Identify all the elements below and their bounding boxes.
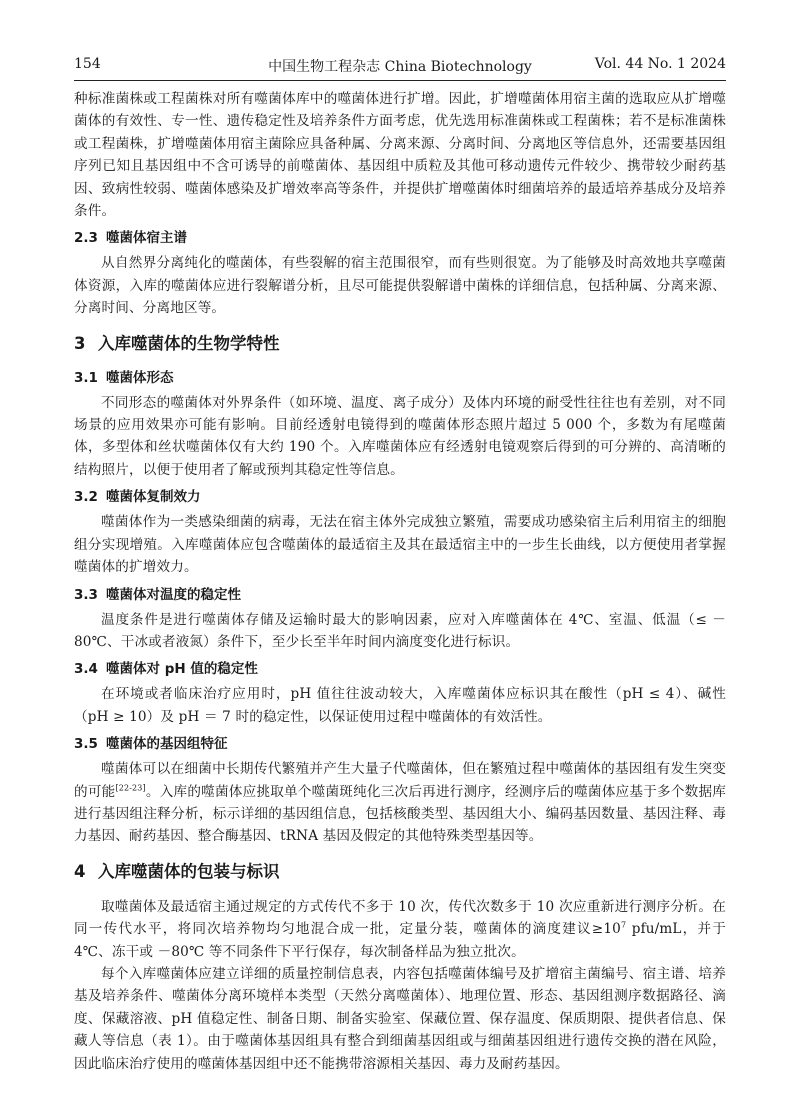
running-header (74, 56, 726, 80)
paragraph-host-range: 从自然界分离纯化的噬菌体，有些裂解的宿主范围很窄，而有些则很宽。为了能够及时高效地共享噬菌体资源，入库的噬菌体应进行裂解谱分析，且尽可能提供裂解谱中菌株的详细信息，包括种属、分离来源、分离时间、分离地区等。 (74, 255, 726, 317)
paragraph-morphology: 不同形态的噬菌体对外界条件（如环境、温度、离子成分）及体内环境的耐受性往往也有差别，对不同场景的应用效果亦可能有影响。目前经透射电镜得到的噬菌体形态照片超过 5 000 个，多数为有尾噬菌体，多型体和丝状噬菌体仅有大约 190 个。入库噬菌体应有经透射电镜观察后得到的可分辨的、高清晰的结构照片，以便于使用者了解或预判其稳定性等信息。 (74, 394, 726, 478)
intro-paragraph: 种标准菌株或工程菌株对所有噬菌体库中的噬菌体进行扩增。因此，扩增噬菌体用宿主菌的选取应从扩增噬菌体的有效性、专一性、遗传稳定性及培养条件方面考虑，优先选用标准菌株或工程菌株；若不是标准菌株或工程菌株，扩增噬菌体用宿主菌除应具备种属、分离来源、分离时间、分离地区等信息外，还需要基因组序列已知且基因组中不含可诱导的前噬菌体、基因组中质粒及其他可移动遗传元件较少、携带较少耐药基因、致病性较弱、噬菌体感染及扩增效率高等条件，并提供扩增噬菌体时细菌培养的最适培养基成分及培养条件。 (74, 91, 726, 220)
journal-title: 中国生物工程杂志 China Biotechnology (268, 59, 532, 75)
exponent: 7 (620, 920, 627, 930)
section-heading-3-3 (74, 585, 726, 605)
section-title: 噬菌体宿主谱 (106, 230, 187, 247)
section-number: 3.3 (74, 586, 98, 603)
section-heading-2-3 (74, 228, 726, 248)
genome-text-b: 。入库的噬菌体应挑取单个噬菌斑纯化三次后再进行测序，经测序后的噬菌体应基于多个数据库进行基因组注释分析，标示详细的基因组信息，包括核酸类型、基因组大小、编码基因数量、基因注释、毒力基因、耐药基因、整合酶基因、tRNA 基因及假定的其他特殊类型基因等。 (74, 783, 727, 845)
section-number: 3.2 (74, 489, 98, 506)
header-rule (74, 80, 726, 81)
section-title: 噬菌体形态 (106, 369, 174, 386)
paragraph-genome (74, 758, 726, 848)
section-heading-3 (74, 332, 726, 356)
genome-text-a: 噬菌体可以在细菌中长期传代繁殖并产生大量子代噬菌体，但在繁殖过程中噬菌体的基因组有发生突变的可能 (74, 761, 726, 800)
article-body (74, 88, 726, 1075)
section-heading-3-2 (74, 487, 726, 507)
section-number: 3.1 (74, 369, 98, 386)
section-title: 入库噬菌体的生物学特性 (98, 333, 280, 353)
section-title: 噬菌体对 pH 值的稳定性 (106, 661, 258, 678)
section-heading-4 (74, 860, 726, 884)
packaging-text-a: 取噬菌体及最适宿主通过规定的方式传代不多于 10 次，传代次数多于 10 次应重新进行测序分析。在同一传代水平，将同次培养物均匀地混合成一批，定量分装，噬菌体的滴度建议≥10 (74, 898, 726, 938)
paragraph-packaging (74, 896, 726, 963)
paragraph-temperature: 温度条件是进行噬菌体存储及运输时最大的影响因素，应对入库噬菌体在 4℃、室温、低温（≤ －80℃、干冰或者液氮）条件下，至少长至半年时间内滴度变化进行标识。 (74, 611, 726, 650)
section-number: 2.3 (74, 230, 98, 247)
paragraph-quality-control: 每个入库噬菌体应建立详细的质量控制信息表，内容包括噬菌体编号及扩增宿主菌编号、宿主谱、培养基及培养条件、噬菌体分离环境样本类型（天然分离噬菌体）、地理位置、形态、基因组测序数据路径、滴度、保藏溶液、pH 值稳定性、制备日期、制备实验室、保藏位置、保存温度、保质期限、提供者信息、保藏人等信息（表 1）。由于噬菌体基因组具有整合到细菌基因组或与细菌基因组进行遗传交换的潜在风险，因此临床治疗使用的噬菌体基因组中还不能携带溶源相关基因、毒力及耐药基因。 (74, 965, 726, 1072)
section-heading-3-5 (74, 734, 726, 754)
section-number: 3 (74, 333, 86, 353)
citation-ref: [22-23] (115, 783, 146, 792)
packaging-text-b: pfu/mL，并于 4℃、冻干或 －80℃ 等不同条件下平行保存，每次制备样品为独立批次。 (74, 921, 726, 960)
section-heading-3-1 (74, 368, 726, 388)
section-heading-3-4 (74, 659, 726, 679)
section-title: 噬菌体对温度的稳定性 (106, 586, 241, 603)
volume-issue: Vol. 44 No. 1 2024 (594, 56, 726, 72)
page-number: 154 (74, 56, 101, 72)
section-number: 3.5 (74, 736, 98, 753)
section-title: 噬菌体复制效力 (106, 489, 201, 506)
paragraph-ph: 在环境或者临床治疗应用时，pH 值往往波动较大，入库噬菌体应标识其在酸性（pH ≤ 4）、碱性（pH ≥ 10）及 pH ＝ 7 时的稳定性，以保证使用过程中噬菌体的有效活性。 (74, 686, 726, 725)
section-title: 噬菌体的基因组特征 (106, 736, 228, 753)
section-number: 4 (74, 861, 86, 881)
paragraph-replication: 噬菌体作为一类感染细菌的病毒，无法在宿主体外完成独立繁殖，需要成功感染宿主后利用宿主的细胞组分实现增殖。入库噬菌体应包含噬菌体的最适宿主及其在最适宿主中的一步生长曲线，以方便使用者掌握噬菌体的扩增效力。 (74, 514, 726, 576)
section-number: 3.4 (74, 661, 98, 678)
section-title: 入库噬菌体的包装与标识 (98, 861, 280, 881)
